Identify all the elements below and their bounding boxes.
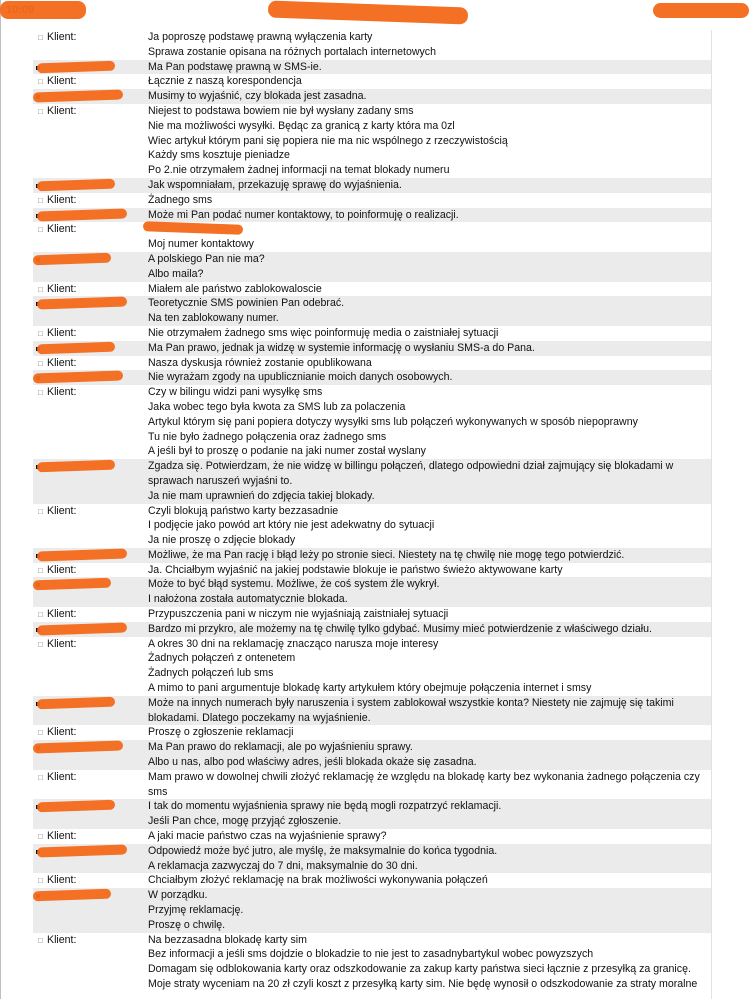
message-line: Proszę o chwilę. <box>148 918 226 931</box>
message-line: A mimo to pani argumentuje blokadę karty artykułem który obejmuje połączenia internet i smsy <box>148 682 592 695</box>
message-lines <box>148 252 711 282</box>
message-lines <box>148 740 711 770</box>
agent-message <box>33 178 711 193</box>
message-lines <box>148 193 711 208</box>
chat-transcript <box>33 30 711 992</box>
bullet-icon: □ <box>38 935 43 945</box>
speaker-name: Klient: <box>47 356 77 369</box>
message-line: Tu nie było żadnego połączenia oraz żadnego sms <box>148 430 387 443</box>
message-line: Może mi Pan podać numer kontaktowy, to poinformuję o realizacji. <box>148 208 459 221</box>
message-line: Ja nie proszę o zdjęcie blokady <box>148 534 296 547</box>
message-lines <box>148 30 711 60</box>
message-line: I nałożona została automatycznie blokada. <box>148 593 348 606</box>
agent-message <box>33 60 711 75</box>
agent-message <box>33 799 711 829</box>
speaker-cell <box>33 193 148 208</box>
speaker-name: Klient: <box>47 933 77 946</box>
client-message <box>33 356 711 371</box>
message-line: Żadnych połączeń lub sms <box>148 667 274 680</box>
redaction-mark <box>37 60 115 73</box>
client-message <box>33 104 711 178</box>
bullet-icon: □ <box>38 832 43 842</box>
message-lines <box>148 385 711 459</box>
speaker-name: Klient: <box>47 386 77 399</box>
agent-message <box>33 548 711 563</box>
message-line: Ma Pan podstawę prawną w SMS-ie. <box>148 60 322 73</box>
message-lines <box>148 89 711 104</box>
client-message <box>33 829 711 844</box>
message-line: Każdy sms kosztuje pieniadze <box>148 149 290 162</box>
message-line: Ja. Chciałbym wyjaśnić na jakiej podstawie blokuje ie państwo świeżo aktywowane karty <box>148 563 563 576</box>
speaker-cell <box>33 282 148 297</box>
message-line: Może na innych numerach były naruszenia i system zablokował wszystkie konta? Niestety nie zajmuję się takimi blokadami. Dlatego poczekamy na wyjaśnienie. <box>148 696 674 724</box>
bullet-icon: □ <box>38 358 43 368</box>
agent-message <box>33 577 711 607</box>
speaker-cell <box>33 607 148 622</box>
bullet-icon: □ <box>38 106 43 116</box>
message-line: Sprawa zostanie opisana na różnych portalach internetowych <box>148 45 436 58</box>
message-line: Czyli blokują państwo karty bezzasadnie <box>148 504 339 517</box>
agent-message <box>33 696 711 726</box>
message-lines <box>148 208 711 223</box>
message-line: Nasza dyskusja również zostanie opublikowana <box>148 356 372 369</box>
message-line: Łącznie z naszą korespondencja <box>148 75 302 88</box>
message-lines <box>148 933 711 992</box>
speaker-cell <box>33 933 148 992</box>
message-line: A polskiego Pan nie ma? <box>148 252 265 265</box>
message-line: Możliwe, że ma Pan rację i błąd leży po stronie sieci. Niestety na tę chwilę nie mogę tego potwierdzić. <box>148 548 625 561</box>
message-lines <box>148 829 711 844</box>
agent-message <box>33 844 711 874</box>
speaker-cell <box>33 74 148 89</box>
message-lines <box>148 74 711 89</box>
message-line: Mam prawo w dowolnej chwili złożyć reklamację że względu na blokadę karty bez wykonania żadnego połączenia czy sms <box>148 770 700 798</box>
message-lines <box>148 356 711 371</box>
client-message <box>33 637 711 696</box>
speaker-name: Klient: <box>47 563 77 576</box>
speaker-cell <box>33 30 148 60</box>
right-border <box>711 30 712 999</box>
message-line: Żadnego sms <box>148 193 213 206</box>
message-lines <box>148 873 711 888</box>
message-lines <box>148 104 711 178</box>
message-lines <box>148 607 711 622</box>
client-message <box>33 385 711 459</box>
message-line: Chciałbym złożyć reklamację na brak możliwości wykonywania połączeń <box>148 874 488 887</box>
message-lines <box>148 548 711 563</box>
message-lines <box>148 637 711 696</box>
speaker-cell <box>33 637 148 696</box>
speaker-name: Klient: <box>47 637 77 650</box>
agent-message <box>33 888 711 932</box>
message-lines <box>148 770 711 800</box>
message-line: Domagam się odblokowania karty oraz odszkodowanie za zakup karty państwa sieci łącznie z przesyłką za granicę. <box>148 963 691 976</box>
bullet-icon: □ <box>38 610 43 620</box>
redaction-mark <box>653 3 749 18</box>
bullet-icon: □ <box>38 728 43 738</box>
message-lines <box>148 282 711 297</box>
bullet-icon: □ <box>38 195 43 205</box>
bullet-icon: □ <box>38 506 43 516</box>
message-line: Ma Pan prawo, jednak ja widzę w systemie informację o wysłaniu SMS-a do Pana. <box>148 341 535 354</box>
left-border <box>0 0 1 999</box>
client-message <box>33 74 711 89</box>
speaker-name: Klient: <box>47 874 77 887</box>
message-line: A jeśli był to proszę o podanie na jaki numer został wyslany <box>148 445 426 458</box>
agent-message <box>33 296 711 326</box>
speaker-name: Klient: <box>47 726 77 739</box>
client-message <box>33 563 711 578</box>
agent-message <box>33 252 711 282</box>
message-line: A okres 30 dni na reklamację znacząco narusza moje interesy <box>148 637 439 650</box>
message-line: Czy w bilingu widzi pani wysyłkę sms <box>148 386 323 399</box>
message-line: Po 2.nie otrzymałem żadnej informacji na temat blokady numeru <box>148 164 450 177</box>
speaker-name: Klient: <box>47 830 77 843</box>
message-line: Nie wyrażam zgody na upublicznianie moich danych osobowych. <box>148 371 453 384</box>
bullet-icon: □ <box>38 328 43 338</box>
message-line: Przyjmę reklamację. <box>148 904 244 917</box>
message-lines <box>148 459 711 503</box>
client-message <box>33 873 711 888</box>
message-line: W porządku. <box>148 889 208 902</box>
redaction-mark <box>0 1 86 19</box>
message-line: Teoretycznie SMS powinien Pan odebrać. <box>148 297 345 310</box>
bullet-icon: □ <box>38 225 43 235</box>
message-line: Albo u nas, albo pod właściwy adres, jeśli blokada okaże się zasadna. <box>148 756 477 769</box>
speaker-name: Klient: <box>47 75 77 88</box>
speaker-cell <box>33 873 148 888</box>
message-line: Proszę o zgłoszenie reklamacji <box>148 726 294 739</box>
speaker-name: Klient: <box>47 504 77 517</box>
client-message <box>33 933 711 992</box>
message-lines <box>148 341 711 356</box>
message-line: Bez informacji a jeśli sms dojdzie o blokadzie to nie jest to zasadnybartykul wobec powyzszych <box>148 948 594 961</box>
message-lines <box>148 622 711 637</box>
speaker-cell <box>33 504 148 548</box>
message-line: Ja nie mam uprawnień do zdjęcia takiej blokady. <box>148 489 375 502</box>
message-line: Zgadza się. Potwierdzam, że nie widzę w billingu połączeń, dlatego odpowiedni dział zajmujący się blokadami w sprawach naruszeń wyjaśni to. <box>148 460 674 487</box>
message-line: A reklamacja zazwyczaj do 7 dni, maksymalnie do 30 dni. <box>148 859 418 872</box>
message-line: I tak do momentu wyjaśnienia sprawy nie będą mogli rozpatrzyć reklamacji. <box>148 800 502 813</box>
client-message <box>33 193 711 208</box>
client-message <box>33 222 711 252</box>
agent-message <box>33 740 711 770</box>
speaker-name: Klient: <box>47 104 77 117</box>
message-lines <box>148 504 711 548</box>
message-line: Żadnych połączeń z ontenetem <box>148 652 296 665</box>
bullet-icon: □ <box>38 388 43 398</box>
message-line: Niejest to podstawa bowiem nie był wysłany zadany sms <box>148 104 414 117</box>
message-line: Może to być błąd systemu. Możliwe, że coś system źle wykrył. <box>148 578 440 591</box>
message-line: Nie otrzymałem żadnego sms więc poinformuję media o zaistniałej sytuacji <box>148 326 499 339</box>
bullet-icon: □ <box>38 284 43 294</box>
speaker-name: Klient: <box>47 223 77 236</box>
speaker-name: Klient: <box>47 326 77 339</box>
bullet-icon: □ <box>38 876 43 886</box>
message-lines <box>148 725 711 740</box>
message-lines <box>148 296 711 326</box>
message-line: Jeśli Pan chce, mogę przyjąć zgłoszenie. <box>148 815 342 828</box>
speaker-cell <box>33 385 148 459</box>
speaker-cell <box>33 770 148 800</box>
speaker-cell <box>33 326 148 341</box>
client-message <box>33 30 711 60</box>
message-line: Jak wspomniałam, przekazuję sprawę do wyjaśnienia. <box>148 178 402 191</box>
bullet-icon: □ <box>38 77 43 87</box>
client-message <box>33 725 711 740</box>
message-line: A jaki macie państwo czas na wyjaśnienie sprawy? <box>148 830 387 843</box>
agent-message <box>33 208 711 223</box>
bullet-icon: □ <box>38 639 43 649</box>
bullet-icon: □ <box>38 33 43 42</box>
speaker-cell <box>33 829 148 844</box>
speaker-cell <box>33 104 148 178</box>
agent-message <box>33 370 711 385</box>
client-message <box>33 607 711 622</box>
message-lines <box>148 844 711 874</box>
agent-message <box>33 341 711 356</box>
speaker-name: Klient: <box>47 770 77 783</box>
message-lines <box>148 799 711 829</box>
message-line: Wiec artykuł którym pani się popiera nie ma nic wspólnego z rzeczywistością <box>148 134 508 147</box>
message-line: Ma Pan prawo do reklamacji, ale po wyjaśnieniu sprawy. <box>148 741 413 754</box>
message-line: Odpowiedź może być jutro, ale myślę, że maksymalnie do końca tygodnia. <box>148 844 498 857</box>
bullet-icon: □ <box>38 565 43 575</box>
message-lines <box>148 326 711 341</box>
speaker-cell <box>33 356 148 371</box>
message-lines <box>148 888 711 932</box>
agent-message <box>33 622 711 637</box>
message-line: Ja poproszę podstawę prawną wyłączenia karty <box>148 31 373 43</box>
message-line: Musimy to wyjaśnić, czy blokada jest zasadna. <box>148 90 367 103</box>
speaker-name: Klient: <box>47 193 77 206</box>
speaker-cell <box>33 563 148 578</box>
message-lines <box>148 60 711 75</box>
message-line: Artykul którym się pani popiera dotyczy wysyłki sms lub połączeń wykonywanych w sposób niepoprawny <box>148 415 638 428</box>
speaker-name: Klient: <box>47 282 77 295</box>
message-line: Przypuszczenia pani w niczym nie wyjaśniają zaistniałej sytuacji <box>148 608 449 621</box>
message-line: Nie ma możliwości wysyłki. Będąc za granicą z karty która ma 0zl <box>148 119 455 132</box>
client-message <box>33 770 711 800</box>
message-lines <box>148 370 711 385</box>
speaker-name: Klient: <box>47 31 77 43</box>
client-message <box>33 282 711 297</box>
message-line: Moje straty wyceniam na 20 zł czyli koszt z przesyłką karty sim. Nie będę wynosił o odszkodowanie za straty moralne <box>148 978 698 990</box>
speaker-cell <box>33 222 148 252</box>
message-lines <box>148 577 711 607</box>
message-line: Na ten zablokowany numer. <box>148 312 279 325</box>
message-lines <box>148 563 711 578</box>
client-message <box>33 326 711 341</box>
message-line: I podjęcie jako powód art który nie jest adekwatny do sytuacji <box>148 519 435 532</box>
message-line: Miałem ale państwo zablokowaloscie <box>148 282 322 295</box>
message-line: Moj numer kontaktowy <box>148 238 254 251</box>
message-line: Albo maila? <box>148 267 204 280</box>
agent-message <box>33 89 711 104</box>
client-message <box>33 504 711 548</box>
speaker-cell <box>33 725 148 740</box>
message-lines <box>148 178 711 193</box>
bullet-icon: □ <box>38 772 43 782</box>
agent-message <box>33 459 711 503</box>
message-line: Bardzo mi przykro, ale możemy na tę chwilę tylko gdybać. Musimy mieć potwierdzenie z właściwego działu. <box>148 622 652 635</box>
speaker-name: Klient: <box>47 608 77 621</box>
message-lines <box>148 696 711 726</box>
message-line: Na bezzasadna blokadę karty sim <box>148 933 307 946</box>
message-line: Jaka wobec tego była kwota za SMS lub za polaczenia <box>148 400 406 413</box>
